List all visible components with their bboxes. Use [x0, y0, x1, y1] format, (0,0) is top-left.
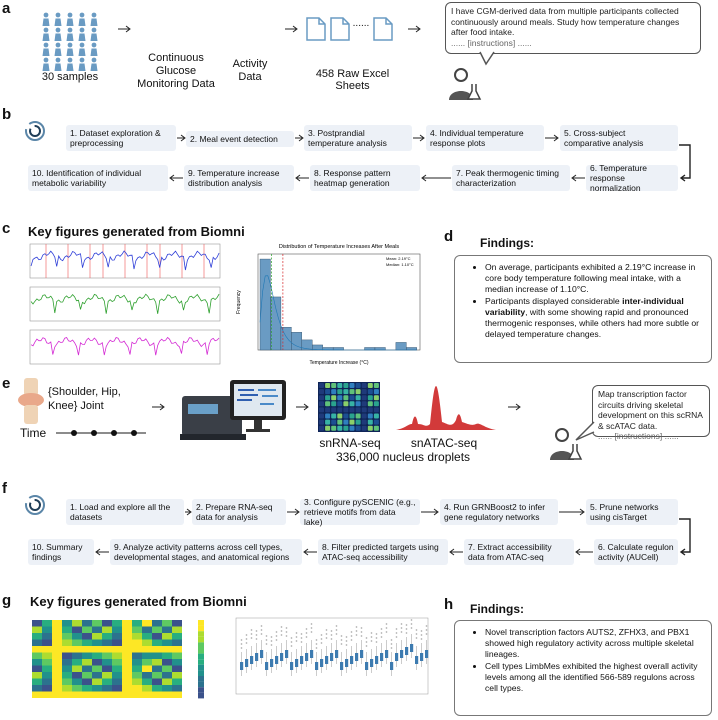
findings-box-h [454, 620, 712, 716]
regulon-heatmap [18, 614, 218, 714]
hist-xlabel: Temperature Increase (°C) [309, 360, 369, 366]
panel-label-f: f [2, 480, 7, 497]
droplets-label: 336,000 nucleus droplets [335, 450, 471, 464]
workflow-step-b6: 6. Temperature response normalization [586, 165, 678, 191]
activity-label: Activity Data [232, 58, 268, 83]
panel-label-c: c [2, 220, 11, 237]
snatac-label: snATAC-seq [410, 436, 478, 450]
finding-d1: • On average, participants exhibited a 2.19°C increase in core body temperature following meal intake, with a median increase of 1.10°C. [485, 262, 703, 295]
time-label: Time [20, 426, 47, 440]
sequencer-icon [178, 376, 290, 442]
bubble-instructions-e: ...... [instructions] ...... [598, 431, 679, 441]
workflow-step-f5: 5. Prune networks using cisTarget [586, 499, 678, 525]
hist-bar [396, 342, 406, 350]
panel-label-e: e [2, 375, 11, 392]
workflow-step-f3: 3. Configure pySCENIC (e.g., retrieve motifs from data lake) [300, 499, 420, 525]
legend-entry: Median: 1.10°C [386, 262, 414, 267]
workflow-step-f2: 2. Prepare RNA-seq data for analysis [192, 499, 286, 525]
hist-bar [365, 347, 375, 350]
findings-box-d [454, 255, 712, 363]
workflow-step-b4: 4. Individual temperature response plots [426, 125, 544, 151]
arrow-icon [152, 403, 166, 411]
snatac-peaks-icon [396, 384, 496, 432]
finding-d2: • Participants displayed considerable inter-individual variability, with some showing rapid and pronounced thermogenic responses, while others had more subtle or delayed temperature changes. [485, 296, 703, 340]
hist-bar [281, 327, 291, 350]
workflow-step-f6: 6. Calculate regulon activity (AUCell) [594, 539, 678, 565]
workflow-step-f7: 7. Extract accessibility data from ATAC-seq [464, 539, 574, 565]
workflow-step-b1: 1. Dataset exploration & preprocessing [66, 125, 176, 151]
panel-label-a: a [2, 0, 11, 17]
workflow-step-f9: 9. Analyze activity patterns across cell types, developmental stages, and anatomical regions [110, 539, 302, 565]
workflow-step-b9: 9. Temperature increase distribution analysis [184, 165, 294, 191]
panel-label-h: h [444, 596, 454, 613]
key-figures-title-g: Key figures generated from Biomni [30, 594, 247, 609]
bubble-text-e: Map transcription factor circuits driving skeletal development on this scRNA & scATAC data. [598, 389, 703, 431]
workflow-step-f10: 10. Summary findings [28, 539, 94, 565]
timeline-axis [56, 428, 148, 438]
workflow-step-f1: 1. Load and explore all the datasets [66, 499, 184, 525]
arrow-icon [508, 403, 522, 411]
snrna-heatmap-icon [318, 382, 380, 432]
hist-bar [375, 347, 385, 350]
arrow-icon [296, 403, 310, 411]
bubble-text: I have CGM-derived data from multiple participants collected continuously around meals. Study how temperature changes after food intake. [451, 6, 680, 37]
scientist-icon [548, 426, 584, 462]
panel-label-b: b [2, 106, 12, 123]
workflow-step-f4: 4. Run GRNBoost2 to infer gene regulatory networks [440, 499, 558, 525]
timeseries-plots [18, 242, 228, 370]
findings-title-d: Findings: [480, 236, 534, 250]
joint-label: {Shoulder, Hip, Knee} Joint [48, 386, 121, 412]
workflow-arrows-f [0, 480, 718, 580]
workflow-arrows-b [0, 0, 718, 200]
regulon-boxplot [222, 614, 434, 716]
hist-ylabel: Frequency [236, 290, 242, 314]
histogram-title: Distribution of Temperature Increases After Meals [278, 244, 400, 250]
prompt-bubble-e [592, 385, 710, 441]
hist-bar [406, 347, 416, 350]
finding-h2: • Cell types LimbMes exhibited the highest overall activity levels among all the identified 566-589 regulons across cell types. [485, 661, 703, 694]
findings-title-h: Findings: [470, 602, 524, 616]
hist-bar [270, 297, 280, 350]
finding-h1: • Novel transcription factors AUTS2, ZFHX3, and PBX1 showed high regulatory activity across multiple skeletal lineages. [485, 627, 703, 660]
key-figures-title-c: Key figures generated from Biomni [28, 224, 245, 239]
workflow-step-b8: 8. Response pattern heatmap generation [310, 165, 420, 191]
workflow-step-b7: 7. Peak thermogenic timing characterization [452, 165, 570, 191]
workflow-step-f8: 8. Filter predicted targets using ATAC-seq accessibility [318, 539, 448, 565]
ellipsis-text: ...... [352, 18, 370, 29]
sheets-label: 458 Raw Excel Sheets [315, 68, 390, 92]
workflow-step-b3: 3. Postprandial temperature analysis [304, 125, 412, 151]
temperature-histogram [232, 240, 432, 370]
workflow-step-b5: 5. Cross-subject comparative analysis [560, 125, 678, 151]
cgm-label: Continuous Glucose Monitoring Data [137, 52, 215, 90]
workflow-step-b10: 10. Identification of individual metabolic variability [28, 165, 168, 191]
joint-icon [16, 378, 46, 424]
panel-label-d: d [444, 228, 454, 245]
snrna-label: snRNA-seq [319, 436, 381, 450]
bubble-instructions: ...... [instructions] ...... [451, 37, 532, 48]
samples-label: 30 samples [41, 71, 99, 83]
legend-entry: Mean: 2.19°C [386, 256, 411, 261]
workflow-step-b2: 2. Meal event detection [186, 131, 294, 147]
panel-label-g: g [2, 592, 12, 609]
